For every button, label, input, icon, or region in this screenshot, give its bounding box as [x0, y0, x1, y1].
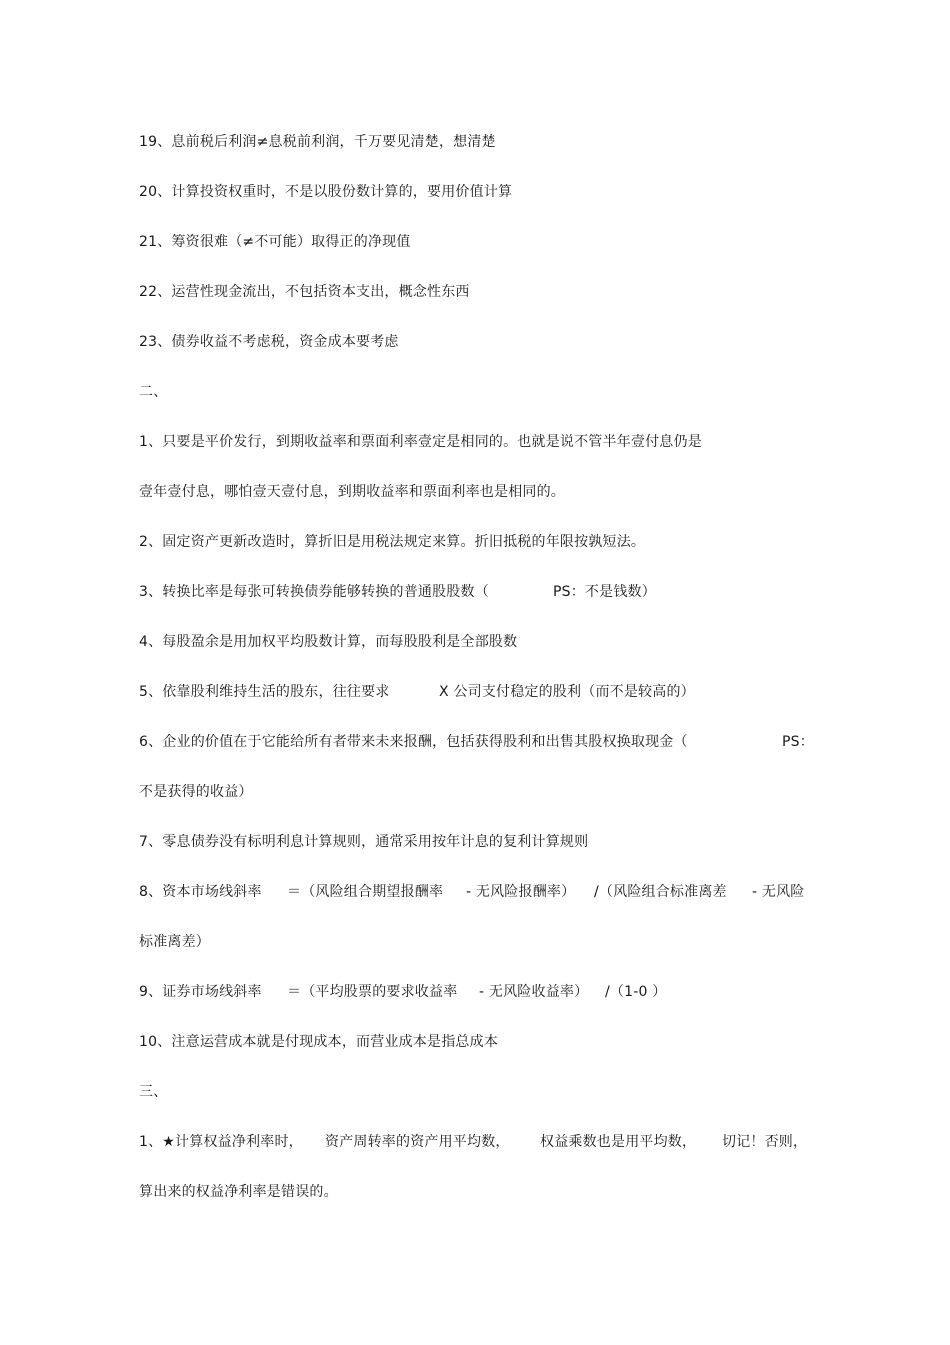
text-segment: X 公司支付稳定的股利（而不是较高的） — [439, 684, 695, 700]
text-segment: ＝（风险组合期望报酬率 — [287, 884, 444, 900]
text-line: 1、只要是平价发行，到期收益率和票面利率壹定是相同的。也就是说不管半年壹付息仍是 — [139, 434, 702, 450]
text-segment: PS： — [782, 734, 814, 750]
text-segment: 6、企业的价值在于它能给所有者带来未来报酬，包括获得股利和出售其股权换取现金（ — [139, 734, 688, 750]
text-line: 21、筹资很难（≠不可能）取得正的净现值 — [139, 234, 411, 250]
text-line: 19、息前税后利润≠息税前利润，千万要见清楚，想清楚 — [139, 134, 496, 150]
text-line: 壹年壹付息，哪怕壹天壹付息，到期收益率和票面利率也是相同的。 — [139, 484, 565, 500]
text-segment: 8、资本市场线斜率 — [139, 884, 262, 900]
text-segment: /（风险组合标准离差 — [594, 884, 727, 900]
text-line: 标准离差） — [139, 934, 210, 950]
text-line: 2、固定资产更新改造时，算折旧是用税法规定来算。折旧抵税的年限按孰短法。 — [139, 534, 646, 550]
text-segment: 1、★计算权益净利率时， — [139, 1134, 303, 1150]
text-segment: 5、依靠股利维持生活的股东，往往要求 — [139, 684, 390, 700]
text-segment: 3、转换比率是每张可转换债券能够转换的普通股股数（ — [139, 584, 489, 600]
text-line — [139, 983, 667, 1001]
text-segment: /（1-0 ） — [605, 984, 667, 1000]
text-segment: 权益乘数也是用平均数， — [540, 1134, 697, 1150]
text-line — [139, 583, 656, 601]
text-line: 20、计算投资权重时，不是以股份数计算的，要用价值计算 — [139, 184, 513, 200]
text-segment: - 无风险报酬率） — [466, 884, 576, 900]
text-line — [139, 883, 805, 901]
text-segment: 资产周转率的资产用平均数， — [325, 1134, 510, 1150]
text-line: 算出来的权益净利率是错误的。 — [139, 1184, 338, 1200]
text-segment: 切记！否则， — [722, 1134, 808, 1150]
section-heading: 二、 — [139, 384, 168, 400]
text-line — [139, 1133, 808, 1151]
text-line: 7、零息债券没有标明利息计算规则，通常采用按年计息的复利计算规则 — [139, 834, 589, 850]
text-segment: 9、证券市场线斜率 — [139, 984, 262, 1000]
text-segment: - 无风险收益率） — [479, 984, 589, 1000]
text-line — [139, 683, 695, 701]
text-segment: PS：不是钱数） — [553, 584, 656, 600]
text-line — [139, 733, 814, 751]
text-segment: - 无风险 — [752, 884, 805, 900]
section-heading: 三、 — [139, 1084, 168, 1100]
text-line: 4、每股盈余是用加权平均股数计算，而每股股利是全部股数 — [139, 634, 518, 650]
text-line: 10、注意运营成本就是付现成本，而营业成本是指总成本 — [139, 1034, 499, 1050]
text-segment: ＝（平均股票的要求收益率 — [287, 984, 458, 1000]
text-line: 22、运营性现金流出，不包括资本支出，概念性东西 — [139, 284, 470, 300]
text-line: 不是获得的收益） — [139, 784, 253, 800]
text-line: 23、债券收益不考虑税，资金成本要考虑 — [139, 334, 399, 350]
